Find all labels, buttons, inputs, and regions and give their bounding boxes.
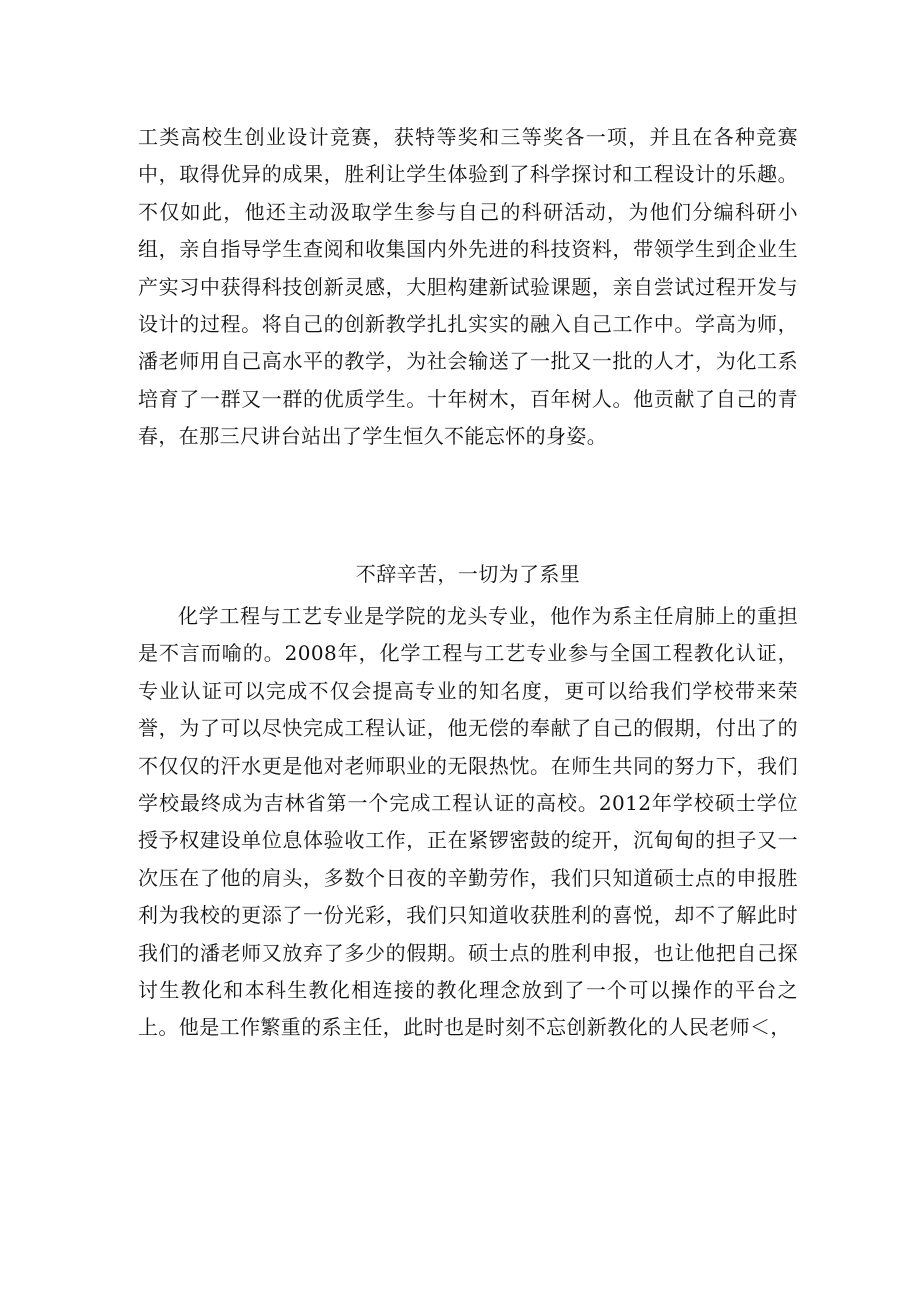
paragraph-continued: 工类高校生创业设计竞赛，获特等奖和三等奖各一项，并且在各种竞赛中，取得优异的成果，胜利让学生体验到了科学探讨和工程设计的乐趣。不仅如此，他还主动汲取学生参与自己的科研活动，为他们分编科研小组，亲自指导学生查阅和收集国内外先进的科技资料，带领学生到企业生产实习中获得科技创新灵感，大胆构建新试验课题，亲自尝试过程开发与设计的过程。将自己的创新教学扎扎实实的融入自己工作中。学高为师，潘老师用自己高水平的教学，为社会输送了一批又一批的人才，为化工系培育了一群又一群的优质学生。十年树木，百年树人。他贡献了自己的青春，在那三尺讲台站出了学生恒久不能忘怀的身姿。	[138, 125, 798, 449]
section-heading: 不辞辛苦，一切为了系里	[355, 562, 581, 586]
paragraph-section: 化学工程与工艺专业是学院的龙头专业，他作为系主任肩肺上的重担是不言而喻的。2008年，化学工程与工艺专业参与全国工程教化认证，专业认证可以完成不仅会提高专业的知名度，更可以给我们学校带来荣誉，为了可以尽快完成工程认证，他无偿的奉献了自己的假期，付出了的不仅仅的汗水更是他对老师职业的无限热忱。在师生共同的努力下，我们学校最终成为吉林省第一个完成工程认证的高校。2012年学校硕士学位授予权建设单位息体验收工作，正在紧锣密鼓的绽开，沉甸甸的担子又一次压在了他的肩头，多数个日夜的辛勤劳作，我们只知道硕士点的申报胜利为我校的更添了一份光彩，我们只知道收获胜利的喜悦，却不了解此时我们的潘老师又放弃了多少的假期。硕士点的胜利申报，也让他把自己探讨生教化和本科生教化相连接的教化理念放到了一个可以操作的平台之上。他是工作繁重的系主任，此时也是时刻不忘创新教化的人民老师＜，	[138, 604, 798, 1040]
